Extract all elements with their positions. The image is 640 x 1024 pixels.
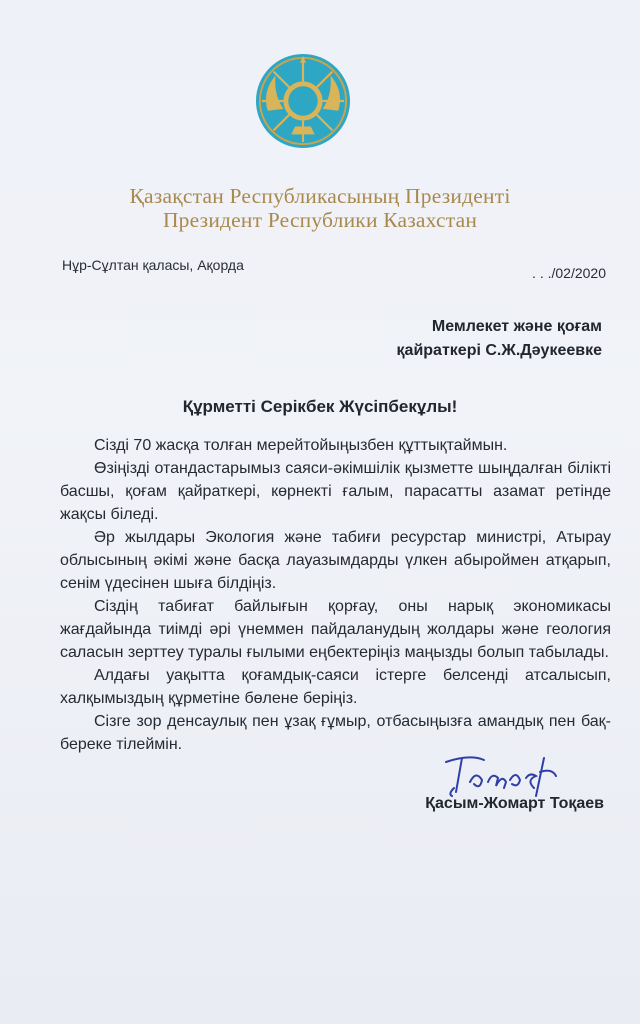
paragraph: Алдағы уақытта қоғамдық-саяси істерге белсенді атсалысып, халқымыздың құрметіне бөлене беріңіз. bbox=[60, 667, 611, 707]
president-title-ru: Президент Республики Казахстан bbox=[162, 208, 478, 232]
letter-date: . . ./02/2020 bbox=[532, 265, 606, 281]
addressee-block bbox=[397, 315, 602, 363]
paragraph: Әр жылдары Экология және табиғи ресурстар министрі, Атырау облысының әкімі және басқа лауазымдарды үлкен абыроймен атқарып, сенім үдесінен шыға білдіңіз. bbox=[60, 529, 611, 592]
letterhead-emblem bbox=[254, 52, 352, 150]
paragraph: Өзіңізді отандастарымыз саяси-әкімшілік қызметте шыңдалған білікті басшы, қоғам қайраткері, көрнекті ғалым, парасатты азамат ретінде жақсы біледі. bbox=[60, 460, 611, 523]
paragraph: Сіздің табиғат байлығын қорғау, оны нарық экономикасы жағдайында тиімді әрі үнеммен пайдаланудың жолдары және геология саласын зерттеу туралы ғылыми еңбектеріңіз маңызды болып табылады. bbox=[60, 598, 611, 661]
place-of-issue: Нұр-Сұлтан қаласы, Ақорда bbox=[62, 257, 244, 273]
addressee-line-1: Мемлекет және қоғам bbox=[431, 318, 602, 335]
president-title-kz: Қазақстан Республикасының Президенті bbox=[129, 184, 511, 208]
paragraph: Сізді 70 жасқа толған мерейтойыңызбен құттықтаймын. bbox=[94, 437, 508, 454]
addressee-line-2: қайраткері С.Ж.Дәукеевке bbox=[396, 342, 602, 359]
salutation: Құрметті Серікбек Жүсіпбекұлы! bbox=[182, 397, 458, 416]
state-emblem-icon bbox=[254, 52, 352, 150]
letter-body bbox=[60, 434, 611, 756]
paragraph: Сізге зор денсаулық пен ұзақ ғұмыр, отбасыңызға амандық пен бақ-береке тілеймін. bbox=[60, 713, 611, 753]
signer-name: Қасым-Жомарт Тоқаев bbox=[425, 795, 604, 812]
